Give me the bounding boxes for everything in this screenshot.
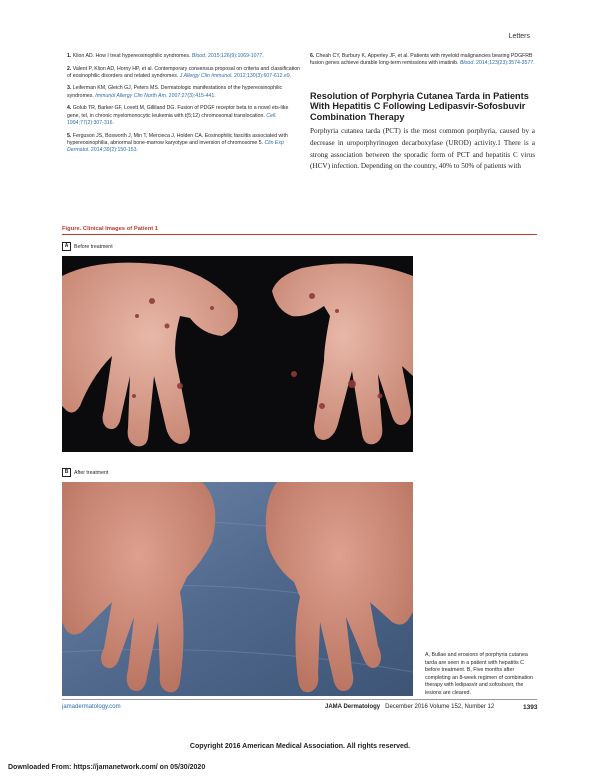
panel-a-label: A Before treatment	[62, 242, 113, 251]
journal-link[interactable]: Clin Exp Dermatol	[67, 139, 284, 154]
issue-info: December 2016 Volume 152, Number 12	[385, 704, 495, 710]
journal-link[interactable]: Immunol Allergy Clin North Am	[95, 92, 166, 99]
reference-item: 3. Leiferman KM, Gleich GJ, Peters MS. Dermatologic manifestations of the hypereosinophilic syndromes. Immunol Allergy Clin North Am. 2007;27(3):415-441.	[67, 85, 283, 99]
reference-item: 5. Ferguson JS, Bosworth J, Min T, Mercieca J, Holden CA. Eosinophilic fasciitis associated with hypereosinophilia, abnormal bone-marrow karyotype and inversion of chromosome 5. Clin Exp Dermatol. 2014;39(2):150-153.	[67, 132, 288, 154]
figure-caption: A, Bullae and erosions of porphyria cutanea tarda are seen in a patient with hepatitis C before treatment. B, Five months after completing an 8-week regimen of combination therapy with ledipasvir and sofosbuvir, the lesions are cleared.	[425, 652, 534, 696]
copyright-notice: Copyright 2016 American Medical Association. All rights reserved.	[189, 743, 411, 750]
reference-item: 6. Cheah CY, Burbury K, Apperley JF, et al. Patients with myeloid malignancies bearing PDGFRB fusion genes achieve durable long-term remissions with imatinib. Blood. 2014;123(23):3574-3577.	[310, 53, 535, 67]
reference-list	[67, 53, 302, 160]
download-notice: Downloaded From: https://jamanetwork.com/ on 05/30/2020	[8, 764, 206, 771]
reference-item: 1. Klion AD. How I treat hypereosinophilic syndromes. Blood. 2015;126(9):1069-1077.	[67, 53, 264, 59]
panel-a-letter: A	[62, 242, 71, 251]
figure-title: Figure. Clinical Images of Patient 1	[62, 226, 158, 232]
reference-item: 2. Valent P, Klion AD, Horny HP, et al. Contemporary consensus proposal on criteria and classification of eosinophilic disorders and related syndromes. J Allergy Clin Immunol. 2012;130(3):607-612.e9.	[67, 65, 300, 79]
panel-b-label: B After treatment	[62, 468, 108, 477]
journal-link[interactable]: Cell	[266, 112, 276, 119]
photo-after-treatment	[62, 482, 413, 696]
right-column	[310, 53, 535, 173]
website-link[interactable]: jamadermatology.com	[62, 704, 121, 710]
photo-before-treatment	[62, 256, 413, 452]
page-number: 1393	[523, 704, 538, 711]
journal-link[interactable]: J Allergy Clin Immunol	[179, 72, 232, 79]
journal-link[interactable]: Blood	[459, 60, 474, 67]
panel-b-letter: B	[62, 468, 71, 477]
footer-journal-info	[325, 704, 494, 710]
article-body: Porphyria cutanea tarda (PCT) is the most common porphyria, caused by a decrease in uroporphyrinogen decarboxylase (UROD) activity.1 There is a strong association between the sporadic form of PCT and hepatitis C virus (HCV) infection. Depending on the country, 40% to 50% of patients with	[310, 127, 535, 171]
section-label: Letters	[508, 33, 530, 40]
figure-rule	[62, 234, 537, 235]
article-title: Resolution of Porphyria Cutanea Tarda in Patients With Hepatitis C Following Ledipasvir-Sofosbuvir Combination Therapy	[310, 90, 529, 122]
journal-name: JAMA Dermatology	[325, 704, 381, 710]
footer-rule	[62, 699, 537, 700]
journal-link[interactable]: Blood	[191, 53, 206, 59]
reference-item: 4. Golub TR, Barker GF, Lovett M, Gilliland DG. Fusion of PDGF receptor beta to a novel ets-like gene, tel, in chronic myelomonocytic leukemia with t(5;12) chromosomal translocation. Cell. 1994;77(2):307-316.	[67, 105, 289, 126]
